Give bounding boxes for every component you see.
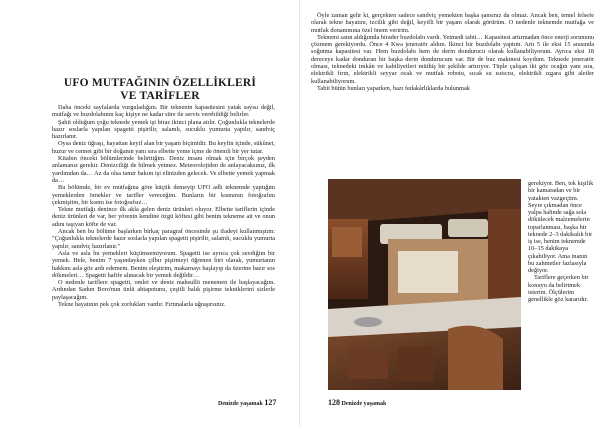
right-footer [328, 398, 386, 407]
paragraph: Oysa deniz üğraşı, hayattan keyif alan bir yaşam biçimidir. Bu keyfin içinde, sükûnet, huzur ve cennet gibi bir doğanın yanı sıra elbette yeme içme de önemli bir yer tutar. [52, 140, 275, 155]
paragraph: Ancak ben bu bölüme başlarken birkaç paragraf öncesinde şu ifadeyi kullanmıştım: "Çoğunlukla teknelerde hazır soslarla yapılan spagetti pişirilir, salamlı, sucuklu yumurta yapılır, sandviç hazırlanır." [52, 228, 275, 250]
page-number: 128 [328, 398, 340, 407]
paragraph: gerekiyor. Ben, tek kişilik bir kamaradan ve bir yatakten vazgeçtim. Seyre çıkmadan önce yalpa halinde sağa sola dökülecek malzemelerin toparlanması, başka bir teknede 2–3 dakikalık bir iş ise, benim teknemde 10–15 dakikaya çıkabiliyor. Ama inanın bu zahmetler fazlasıyla değiyor. [528, 180, 594, 274]
paragraph: Tabii bütün bunları yaparken, bazı fedakârlıklarda bulunmak [317, 84, 470, 92]
right-page [300, 0, 600, 427]
paragraph: Tariflere geçerken bir konuyu da belirtmek isterim. Ölçülerim genellikle göz kararıdır. [528, 274, 589, 303]
paragraph: O nedenle tariflere spagetti, omlet ve deniz mahsullü menemen ile başlayacağım. Ardından Sadun Boro'nun ünlü ahtapotunu, çeşitli balık pişirme tekniklerini sizlerle paylaşacağım. [52, 279, 275, 301]
paragraph: Tekne hayatının pek çok zorlukları vardır. Fırtınalarla uğraşırsınız. [58, 301, 226, 309]
chapter-title-line1: UFO MUTFAĞININ ÖZELLİKLERİ [63, 77, 257, 89]
paragraph: Asla ve asla bu yemekleri küçümsemiyorum. Spagetti ise ayrıca çok sevdiğim bir yemek. Hele, benim 7 yaşındayken çilbır pişirmeyi öğrenen biri olarak, yumurtanın hakkını asla göz ardı edemem. Benim eleştirim, makarnayı haşlayıp da üzerine hazır sos dökmeleri… Spagetti hafife alınacak bir yemek değildir… [52, 249, 275, 279]
paragraph: Kitabın önceki bölümlerinde belirttiğim. Deniz insanı olmak için birçok şeyden anlamanız gerekir. Denizciliği de bilmek yetmez. Meteorolojiden de anlayacaksınız, ilk yardımdan da… Az da olsa tamir bakım işi elinizden gelecek. Ve elbette yemek yapmak da… [52, 155, 275, 184]
paragraph: Şahit olduğum çoğu teknede yemek işi biraz ikinci plana atılır. Çoğunlukla teknelerde hazır soslarla yapılan spagetti pişirilir, salamlı, sucuklu yumurta yapılır, sandviç hazırlanır. [52, 118, 275, 141]
galley-photo-image [328, 179, 521, 390]
wrapped-text [528, 180, 594, 303]
chapter-title [40, 77, 280, 103]
left-footer [218, 398, 276, 407]
galley-photo [328, 179, 521, 390]
right-body-text [311, 12, 594, 92]
chapter-title-line2: VE TARİFLER [120, 90, 200, 102]
paragraph: Öyle zaman gelir ki, gerçekten sadece sandviç yemekten başka şansınız da olmaz. Ancak ben, temel felsefe olarak tekne hayatını, izcilik gibi değil, keyifli bir yaşam olarak görürüm. O nedenle teknemde mutfağa ve mutfak donanımına özel önem veririm. [311, 12, 594, 34]
footer-label: Denizde yaşamak [218, 401, 263, 407]
paragraph: Tekne mutfağı denince ilk akla gelen deniz ürünleri oluyor. Elbette tariflerin içinde deniz ürünleri de var, her yörenin kendine özgü köftesi gibi benim tekneme ait ve onun adını taşıyan köfte de var. [52, 206, 275, 228]
paragraph: Teknemi satın aldığımda birader buzdolabı vardı. Yetmedi tabii… Kapasitesi artırmadan önce enerji sorununu çözmem gerekiyordu. Önce 4 Kwa jeneratör aldım. İkinci bir buzdolabı yaptım. Artı 5 ile eksi 15 arasında soğutma kapasitesi var. Hem buzdolabı hem de derin dondurucu olarak kullanabiliyorum. Ayrıca eksi 18 dereceye kadar donduran bir başka derin dondurucum var. Bir de buz makinesi koydum. Teknede jeneratör olması, teknedeki imkân ve kabiliyetleri müthiş bir şekilde artırıyor. Tüple çalışan iki göz ocağın yanı sıra, elektrikli fırın, elektrikli seyyar ocak ve mutfak robotu, sıcak su ısıtıcısı, elektrikli ızgara gibi aletler kullanabiliyorum. [311, 33, 594, 85]
left-body-text [52, 104, 275, 308]
page-number: 127 [264, 398, 277, 407]
footer-label: Denizde yaşamak [341, 401, 387, 407]
paragraph: Daha önceki sayfalarda vurguladığım. Bir teknenin kapasitesini yatak sayısı değil, mutfağı ve buzdolabının kaç kişiye ne kadar süre ile servis verebildiği belirler. [52, 104, 275, 119]
paragraph: Bu bölümde, bir ev mutfağına göre küçük demeyip UFO adlı teknemde yaptığım yemeklerden örnekler ve tarifler vereceğim. Bunların bir kısmının fotoğrafını çekmiştim, bir kısmı ise fotoğrafsız… [52, 184, 275, 206]
